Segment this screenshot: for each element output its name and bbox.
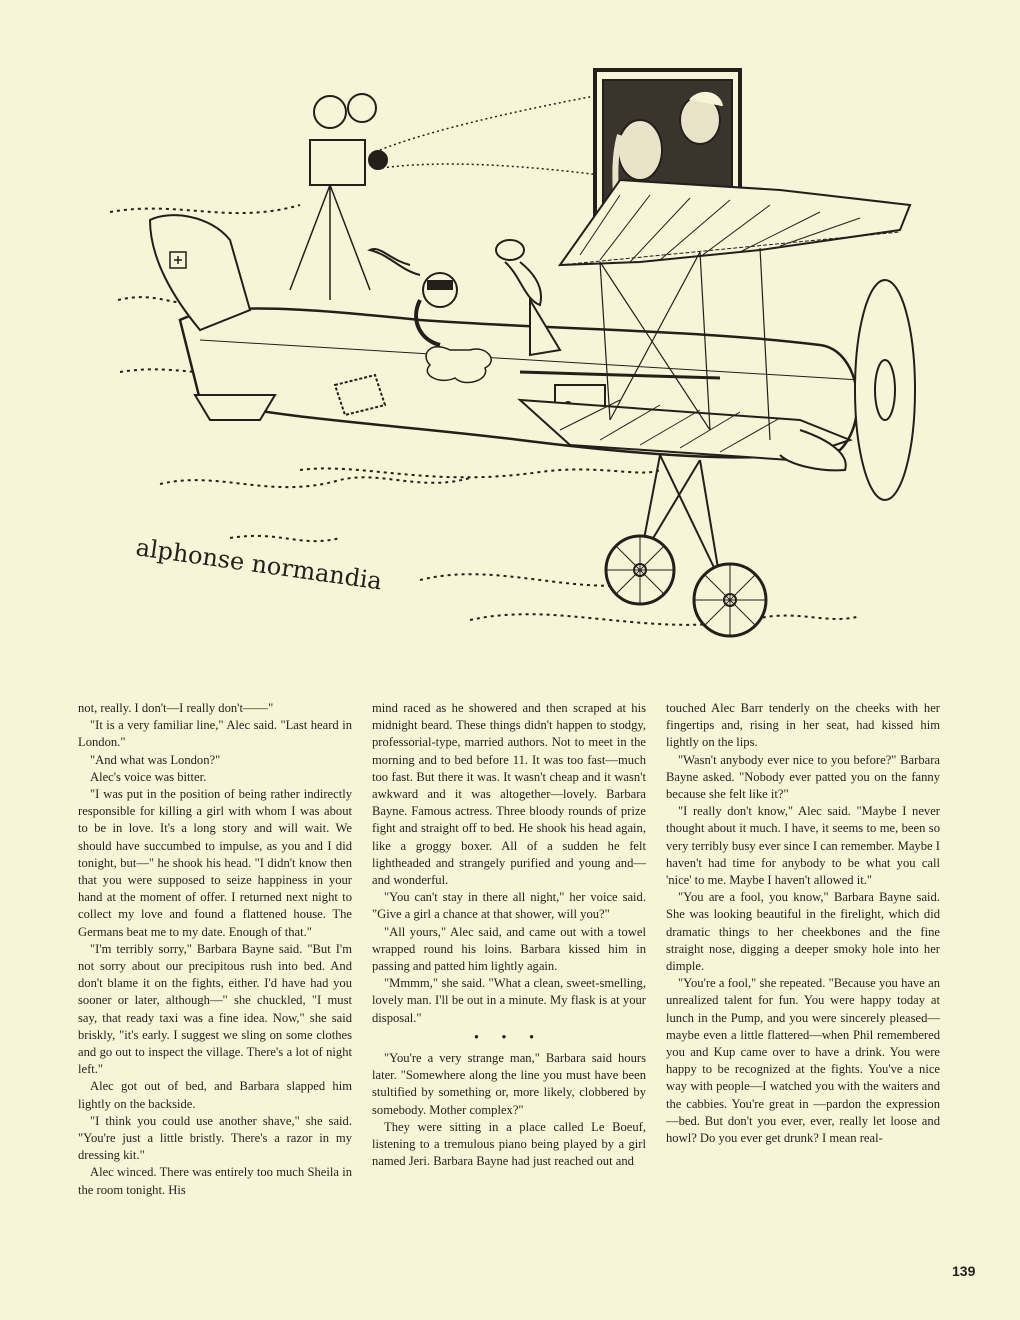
paragraph: "It is a very familiar line," Alec said. "Last heard in London." <box>78 718 352 750</box>
paragraph: "You are a fool, you know," Barbara Bayne said. She was looking beautiful in the firelight, which did dramatic things to her cheekbones and the fine straight nose, digging a deeper smoky hole into her dimple. <box>666 890 940 974</box>
paragraph: "I really don't know," Alec said. "Maybe I never thought about it much. I have, it seems to me, been so very terribly busy ever since I can remember. Maybe I haven't had time for anybody to be what you call 'nice' to me. Maybe I haven't allowed it." <box>666 804 940 888</box>
column-2 <box>372 700 646 1280</box>
wavy-line <box>110 205 300 213</box>
signature-text: alphonse normandia <box>134 533 384 596</box>
column-3 <box>666 700 940 1280</box>
paragraph: mind raced as he showered and then scraped at his midnight beard. These things didn't happen to stodgy, professorial-type, married authors. Not to meet in the morning and to bed before 11. It was too fast—much too fast. But there it was. It wasn't cheap and it wasn't awkward and it was altogether—lovely. Barbara Bayne. Famous actress. Three bloody rounds of prize fight and straight off to bed. He shook his head again, like a groggy boxer. All of a sudden he felt lightheaded and strangely purified and young and—and wonderful. <box>372 701 646 888</box>
movie-camera <box>310 140 365 185</box>
paragraph: "You can't stay in there all night," her voice said. "Give a girl a chance at that shower, will you?" <box>372 890 646 922</box>
projector-beam <box>380 95 600 175</box>
wavy-line <box>300 468 660 477</box>
paragraph: They were sitting in a place called Le Boeuf, listening to a tremulous piano being played by a girl named Jeri. Barbara Bayne had just reached out and <box>372 1119 646 1169</box>
paragraph: Alec got out of bed, and Barbara slapped him lightly on the backside. <box>78 1079 352 1111</box>
paragraph: touched Alec Barr tenderly on the cheeks with her fingertips and, rising in her seat, had kissed him lightly on the lips. <box>666 701 940 750</box>
column-1 <box>78 700 352 1280</box>
propeller <box>855 280 915 500</box>
article-body <box>78 700 940 1280</box>
paragraph: "I was put in the position of being rather indirectly responsible for killing a girl with whom I was about to be in love. It's a long story and will wait. We should have succumbed to impulse, as you and I did tonight, but—" he shook his head. "I didn't know then that you were supposed to seize happiness in your hand at the moment of offer. I returned next night to collect my love and found a flattened house. The Germans beat me to my date. Enough of that." <box>78 787 352 939</box>
section-break: • • • <box>474 1029 544 1044</box>
tripod <box>290 185 370 300</box>
paragraph: "You're a fool," she repeated. "Because you have an unrealized talent for fun. You were happy today at lunch in the Pump, and you were sincerely pleased—maybe even a little flattered—when Phil remembered you and Kup came over to have a drink. You were happy to be recognized at the fights. You've a nice way with people—I watched you with the waiters and the cabbies. You're great in —pardon the expression—bed. But don't you ever, ever, really let loose and howl? Do you ever get drunk? I mean real- <box>666 976 940 1146</box>
tail <box>150 215 250 330</box>
paragraph: not, really. I don't—I really don't——" <box>78 701 274 715</box>
paragraph: "You're a very strange man," Barbara said hours later. "Somewhere along the line you must have been stultified by something or, more likely, clobbered by somebody. Mother complex?" <box>372 1051 646 1117</box>
paragraph: "Mmmm," she said. "What a clean, sweet-smelling, lovely man. I'll be out in a minute. My flask is at your disposal." <box>372 976 646 1025</box>
paragraph: "I think you could use another shave," she said. "You're just a little bristly. There's a razor in my dressing kit." <box>78 1113 352 1163</box>
paragraph: "I'm terribly sorry," Barbara Bayne said. "But I'm not sorry about our precipitous rush into bed. And don't blame it on the fights, either. I'd have had you sooner or later, although—" she chuckled, "I must say, that ready taxi was a fine idea. Now," she said briskly, "it's early. I suggest we sling on some clothes and go out to inspect the village. There's a lot of night left." <box>78 941 352 1077</box>
paragraph: "Wasn't anybody ever nice to you before?" Barbara Bayne asked. "Nobody ever patted you on the fanny because she felt like it?" <box>666 752 940 802</box>
page-number: 139 <box>952 1263 976 1279</box>
tail-stabilizer <box>195 395 275 420</box>
artist-signature <box>134 533 384 595</box>
upper-wing <box>560 180 910 265</box>
exhaust-smoke <box>426 347 491 383</box>
paragraph: "All yours," Alec said, and came out with a towel wrapped round his loins. Barbara kissed him in passing and patted him lightly again. <box>372 924 646 974</box>
paragraph: "And what was London?" <box>90 752 221 767</box>
wavy-line <box>230 536 340 541</box>
wavy-line <box>470 614 860 625</box>
wavy-line <box>160 477 470 487</box>
paragraph: Alec winced. There was entirely too much Sheila in the room tonight. His <box>78 1165 352 1197</box>
paragraph: Alec's voice was bitter. <box>90 769 207 784</box>
